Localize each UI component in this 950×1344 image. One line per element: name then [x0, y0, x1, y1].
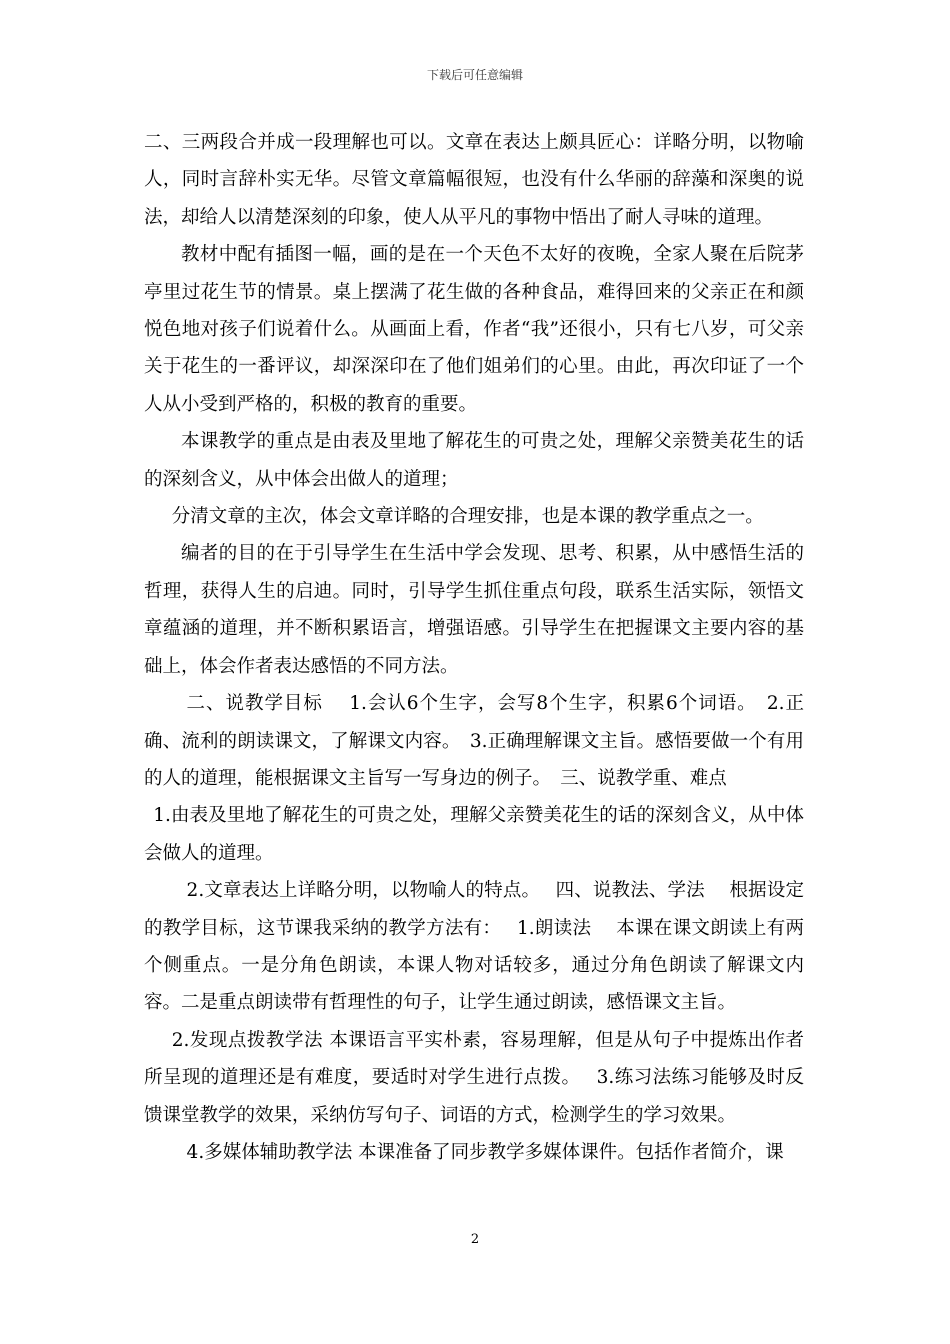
paragraph-illustration: 教材中配有插图一幅，画的是在一个天色不太好的夜晚，全家人聚在后院茅亭里过花生节的情景。桌上摆满了花生做的各种食品，难得回来的父亲正在和颜悦色地对孩子们说着什么。从画面上看，作者“我”还很小，只有七八岁，可父亲关于花生的一番评议，却深深印在了他们姐弟们的心里。由此，再次印证了一个人从小受到严格的，积极的教育的重要。	[144, 244, 804, 415]
paragraph-method-4: 4.多媒体辅助教学法 本课准备了同步教学多媒体课件。包括作者简介，课	[186, 1141, 784, 1163]
page-header: 下载后可任意编辑	[426, 68, 523, 82]
paragraph-teaching-goals: 二、说教学目标 1.会认6个生字，会写8个生字，积累6个词语。 2.正确、流利的朗读课文，了解课文内容。 3.正确理解课文主旨。感悟要做一个有用的人的道理，能根据课文主旨写一写身边的例子。 三、说教学重、难点	[144, 693, 804, 789]
page-number: 2	[470, 1232, 480, 1247]
document-body	[144, 124, 804, 1171]
paragraph-difficulty-1: 1.由表及里地了解花生的可贵之处，理解父亲赞美花生的话的深刻含义，从中体会做人的道理。	[144, 805, 804, 864]
paragraph-method-2: 2.发现点拨教学法 本课语言平实朴素，容易理解，但是从句子中提炼出作者所呈现的道理还是有难度，要适时对学生进行点拨。 3.练习法练习能够及时反馈课堂教学的效果，采纳仿写句子、词语的方式，检测学生的学习效果。	[144, 1029, 804, 1126]
paragraph-key-point-2: 分清文章的主次，体会文章详略的合理安排，也是本课的教学重点之一。	[171, 506, 764, 528]
paragraph-methods: 2.文章表达上详略分明，以物喻人的特点。 四、说教法、学法 根据设定的教学目标，这节课我采纳的教学方法有： 1.朗读法 本课在课文朗读上有两个侧重点。一是分角色朗读，本课人物对话较多，通过分角色朗读了解课文内容。二是重点朗读带有哲理性的句子，让学生通过朗读，感悟课文主旨。	[144, 880, 804, 1014]
paragraph-editor-intent: 编者的目的在于引导学生在生活中学会发现、思考、积累，从中感悟生活的哲理，获得人生的启迪。同时，引导学生抓住重点句段，联系生活实际，领悟文章蕴涵的道理，并不断积累语言，增强语感。引导学生在把握课文主要内容的基础上，体会作者表达感悟的不同方法。	[144, 543, 804, 677]
paragraph-continuation: 二、三两段合并成一段理解也可以。文章在表达上颇具匠心：详略分明，以物喻人，同时言辞朴实无华。尽管文章篇幅很短，也没有什么华丽的辞藻和深奥的说法，却给人以清楚深刻的印象，使人从平凡的事物中悟出了耐人寻味的道理。	[144, 132, 804, 228]
paragraph-key-point: 本课教学的重点是由表及里地了解花生的可贵之处，理解父亲赞美花生的话的深刻含义，从中体会出做人的道理；	[144, 431, 804, 490]
